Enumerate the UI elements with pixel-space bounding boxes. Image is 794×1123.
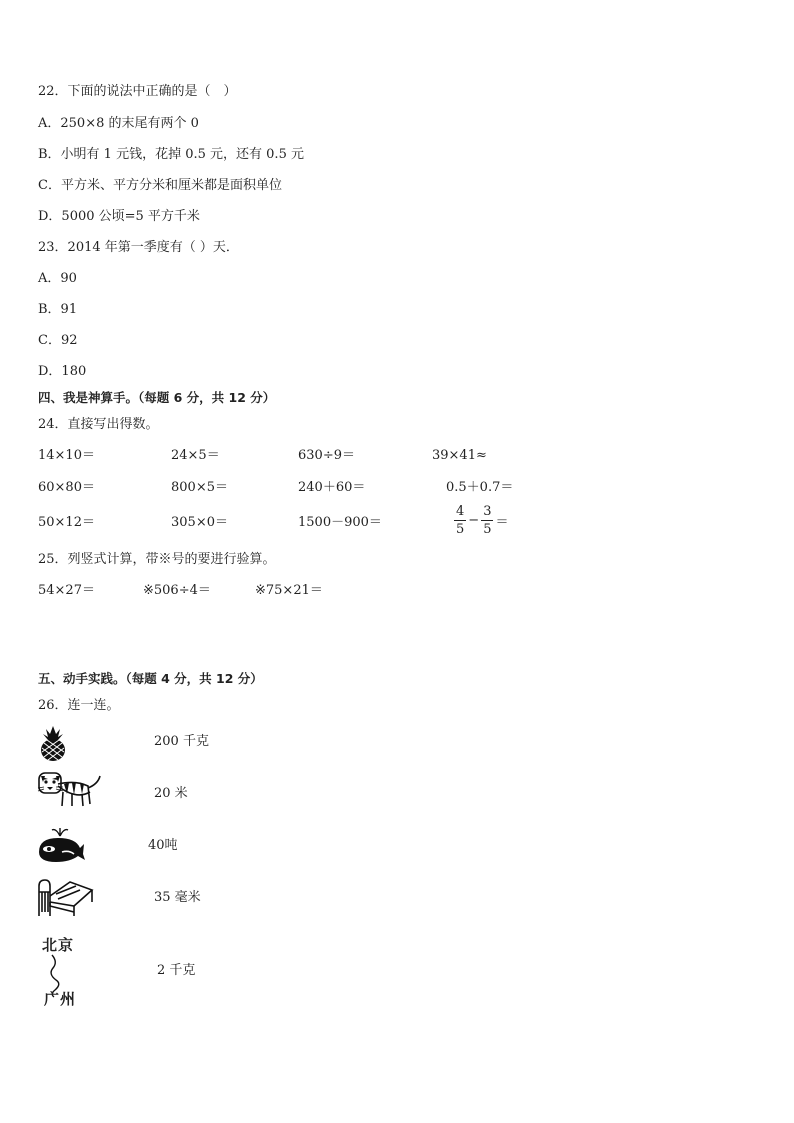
q24-r2-c4: 0.5＋0.7＝ — [446, 480, 514, 495]
q24-r2-c2: 800×5＝ — [171, 480, 228, 495]
q24-r1-c2: 24×5＝ — [171, 448, 220, 463]
q24-r3-c2: 305×0＝ — [171, 515, 228, 530]
bed-icon — [36, 872, 94, 920]
q23-option-c: C．92 — [38, 333, 78, 348]
q24-r1-c4: 39×41≈ — [432, 448, 487, 463]
measure-3: 40吨 — [148, 838, 178, 853]
measure-4: 35 毫米 — [154, 890, 201, 905]
q22-option-b: B．小明有 1 元钱，花掉 0.5 元，还有 0.5 元 — [38, 147, 304, 162]
q25-item-2: ※506÷4＝ — [143, 583, 211, 598]
q25-stem: 25．列竖式计算，带※号的要进行验算。 — [38, 552, 276, 567]
section-5-title: 五、动手实践。（每题 4 分，共 12 分） — [38, 671, 263, 686]
fraction-a-numerator: 4 — [456, 504, 465, 519]
fraction-b — [481, 503, 493, 538]
measure-1: 200 千克 — [154, 734, 209, 749]
q24-r1-c1: 14×10＝ — [38, 448, 95, 463]
fraction-equals: ＝ — [495, 515, 509, 530]
section-4-title: 四、我是神算手。（每题 6 分，共 12 分） — [38, 390, 276, 405]
whale-icon — [36, 824, 86, 864]
q24-r3-c1: 50×12＝ — [38, 515, 95, 530]
fraction-b-numerator: 3 — [483, 504, 492, 519]
q22-stem: 22．下面的说法中正确的是（ ） — [38, 84, 237, 99]
beijing-guangzhou-map-icon — [40, 934, 84, 1008]
map-label-guangzhou: 广州 — [44, 990, 77, 1008]
q22-option-c: C．平方米、平方分米和厘米都是面积单位 — [38, 178, 282, 193]
q24-r3-c3: 1500－900＝ — [298, 515, 382, 530]
q24-r2-c3: 240＋60＝ — [298, 480, 366, 495]
q23-stem: 23．2014 年第一季度有（ ）天． — [38, 240, 239, 255]
map-label-beijing: 北京 — [42, 936, 75, 954]
measure-2: 20 米 — [154, 786, 188, 801]
q24-fraction-expression — [452, 503, 508, 538]
q25-item-3: ※75×21＝ — [255, 583, 323, 598]
q24-stem: 24．直接写出得数。 — [38, 417, 159, 432]
q26-stem: 26．连一连。 — [38, 698, 120, 713]
q23-option-a: A．90 — [38, 271, 77, 286]
q23-option-b: B．91 — [38, 302, 78, 317]
pineapple-icon — [36, 724, 70, 762]
q24-r2-c1: 60×80＝ — [38, 480, 95, 495]
fraction-a — [454, 503, 466, 538]
q25-item-1: 54×27＝ — [38, 583, 95, 598]
q24-r1-c3: 630÷9＝ — [298, 448, 355, 463]
fraction-b-denominator: 5 — [483, 522, 492, 537]
fraction-operator: − — [468, 513, 480, 528]
measure-5: 2 千克 — [157, 963, 196, 978]
tiger-icon — [36, 770, 102, 810]
fraction-a-denominator: 5 — [456, 522, 465, 537]
q23-option-d: D．180 — [38, 364, 87, 379]
q22-option-d: D．5000 公顷=5 平方千米 — [38, 209, 200, 224]
q22-option-a: A．250×8 的末尾有两个 0 — [38, 116, 199, 131]
